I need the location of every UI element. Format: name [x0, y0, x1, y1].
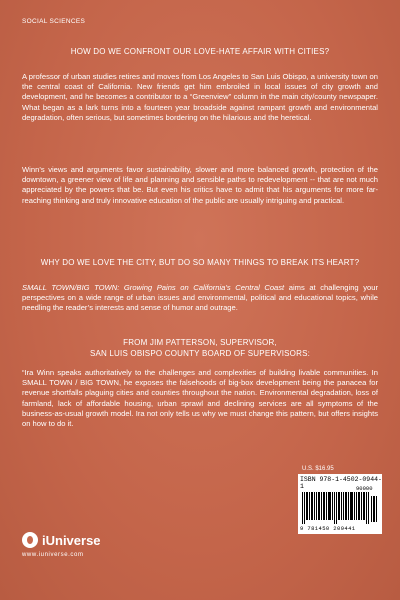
price-label: U.S. $16.95: [302, 466, 334, 472]
publisher-logo-icon: [22, 532, 38, 548]
endorsement-source-name: FROM JIM PATTERSON, SUPERVISOR,: [123, 338, 277, 347]
barcode-number: 9 781450 209441: [300, 525, 356, 532]
paragraph-intro: A professor of urban studies retires and moves from Los Angeles to San Luis Obispo, a university town on the central coast of California. New friends get him embroiled in local issues of city growth and development, and he becomes a contributor to a “Greenview” column in the main city/county newspaper. What began as a lark turns into a fourteen year broadside against rampant growth and environmental degradation, often serious, but sometimes bordering on the hilarious and the heretical.: [22, 72, 378, 122]
paragraph-aims-rest: aims at challenging your perspectives on a wide range of urban issues and environmental, political and educational topics, while needling the reader’s interests and sense of humor and outrage.: [22, 283, 378, 313]
heading-love-hate: HOW DO WE CONFRONT OUR LOVE-HATE AFFAIR WITH CITIES?: [70, 47, 330, 56]
endorsement-quote: “Ira Winn speaks authoritatively to the challenges and complexities of building livable communities. In SMALL TOWN / BIG TOWN, he exposes the falsehoods of big-box development being the panacea for revenue shortfalls plaguing cities and counties throughout the nation. Environmental degradation, loss of farmland, lack of affordable housing, urban sprawl and declining services are all symptoms of the business-as-usual growth model. Ira not only tells us why we must change this pattern, but offers insights on how to do it.: [22, 368, 378, 429]
paragraph-book-aims: [22, 283, 378, 314]
publisher-name: iUniverse: [42, 532, 101, 548]
isbn-barcode: [298, 474, 382, 534]
isbn-addon-text: 90000: [356, 485, 373, 492]
publisher-logo: [22, 532, 101, 548]
barcode-bars: [302, 492, 378, 524]
isbn-text: ISBN 978-1-4502-0944-1: [300, 476, 382, 490]
category-label: SOCIAL SCIENCES: [22, 18, 86, 25]
book-title: SMALL TOWN/BIG TOWN: Growing Pains on California’s Central Coast: [22, 283, 285, 292]
paragraph-views: Winn’s views and arguments favor sustainability, slower and more balanced growth, protection of the downtown, a greener view of life and planning and sensible paths to redevelopment -- that are not much appreciated by the powers that be. But even his critics have to admit that his arguments for more far-reaching thinking and truly innovative education of the public are usually intriguing and practical.: [22, 165, 378, 205]
publisher-url: www.iuniverse.com: [22, 552, 84, 558]
heading-break-heart: WHY DO WE LOVE THE CITY, BUT DO SO MANY THINGS TO BREAK ITS HEART?: [40, 258, 360, 267]
endorsement-source-title: SAN LUIS OBISPO COUNTY BOARD OF SUPERVISORS:: [89, 349, 311, 358]
